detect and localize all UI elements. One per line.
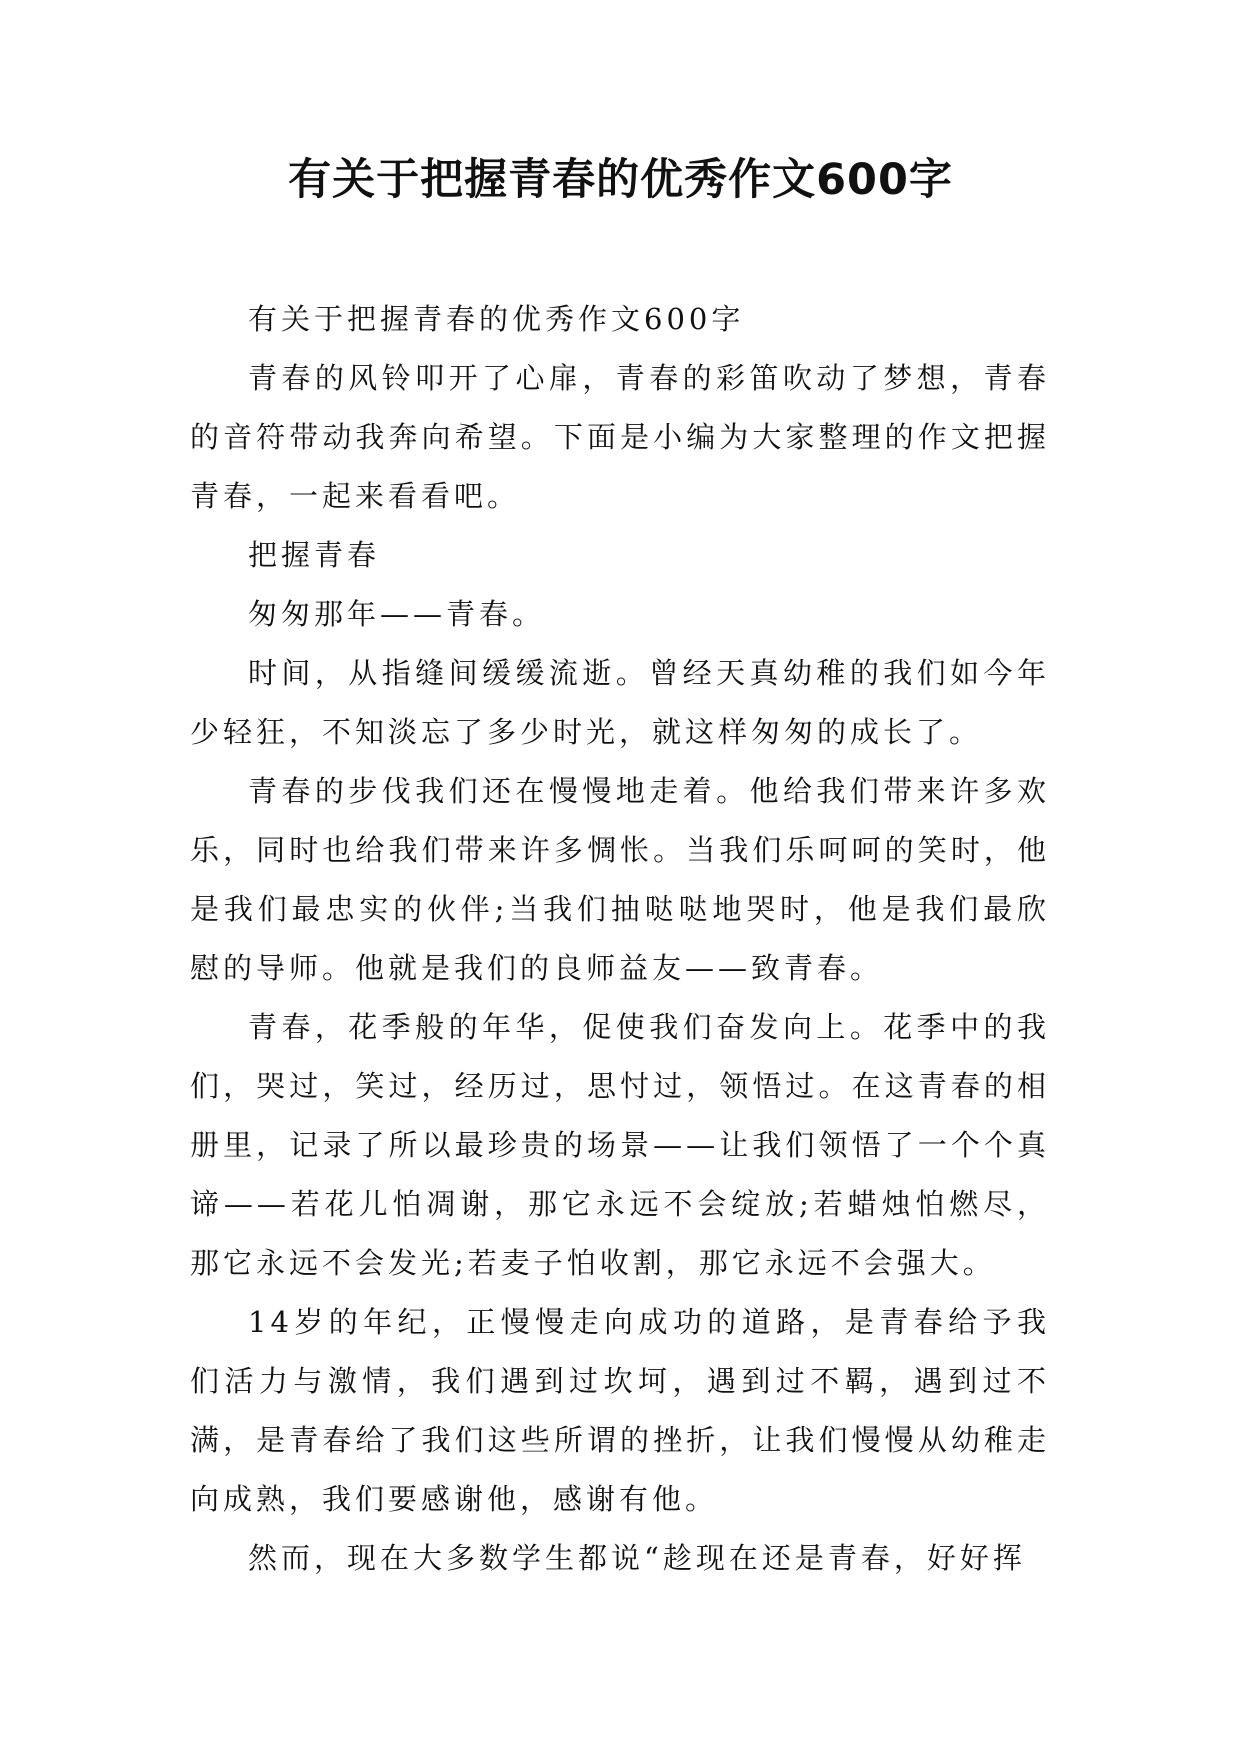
document-body [190, 290, 1050, 1588]
paragraph: 青春的风铃叩开了心扉，青春的彩笛吹动了梦想，青春的音符带动我奔向希望。下面是小编为大家整理的作文把握青春，一起来看看吧。 [190, 361, 1050, 513]
paragraph: 青春的步伐我们还在慢慢地走着。他给我们带来许多欢乐，同时也给我们带来许多惆怅。当我们乐呵呵的笑时，他是我们最忠实的伙伴;当我们抽哒哒地哭时，他是我们最欣慰的导师。他就是我们的良师益友——致青春。 [190, 774, 1050, 985]
paragraph: 然而，现在大多数学生都说“趁现在还是青春，好好挥 [248, 1541, 1026, 1575]
paragraph: 14岁的年纪，正慢慢走向成功的道路，是青春给予我们活力与激情，我们遇到过坎坷，遇到过不羁，遇到过不满，是青春给了我们这些所谓的挫折，让我们慢慢从幼稚走向成熟，我们要感谢他，感谢有他。 [190, 1305, 1050, 1516]
paragraph: 青春，花季般的年华，促使我们奋发向上。花季中的我们，哭过，笑过，经历过，思忖过，领悟过。在这青春的相册里，记录了所以最珍贵的场景——让我们领悟了一个个真谛——若花儿怕凋谢，那它永远不会绽放;若蜡烛怕燃尽，那它永远不会发光;若麦子怕收割，那它永远不会强大。 [190, 1010, 1050, 1280]
paragraph: 把握青春 [248, 538, 381, 572]
paragraph: 匆匆那年——青春。 [248, 597, 546, 631]
paragraph: 有关于把握青春的优秀作文600字 [248, 302, 745, 336]
paragraph: 时间，从指缝间缓缓流逝。曾经天真幼稚的我们如今年少轻狂，不知淡忘了多少时光，就这样匆匆的成长了。 [190, 656, 1050, 749]
document-title: 有关于把握青春的优秀作文600字 [288, 155, 953, 205]
